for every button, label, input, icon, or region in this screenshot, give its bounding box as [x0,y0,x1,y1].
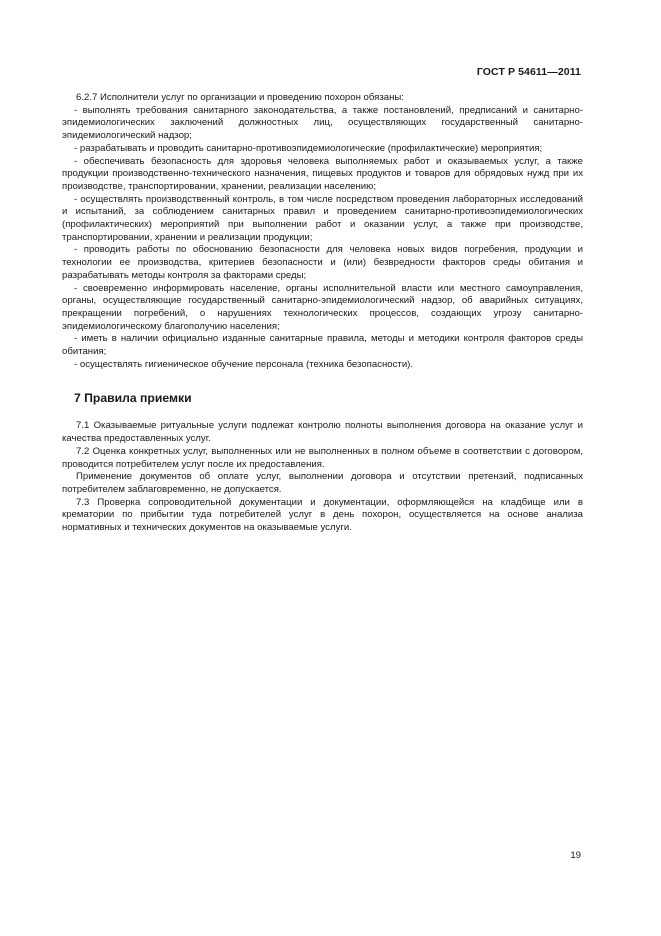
clause-6-2-7-intro: 6.2.7 Исполнители услуг по организации и проведению похорон обязаны: [76,92,404,103]
list-item: - проводить работы по обоснованию безопасности для человека новых видов погребения, продукции и технологии ее производства, критериев безопасности и (или) безвредности факторов среды обитания и разрабатывать методы контроля за факторами среды; [62,244,583,281]
clause-7-2: 7.2 Оценка конкретных услуг, выполненных или не выполненных в полном объеме в соответствии с договором, проводится потребителем услуг после их предоставления. [62,445,583,470]
list-item: - осуществлять гигиеническое обучение персонала (техника безопасности). [74,358,414,370]
clause-7-2-note: Применение документов об оплате услуг, выполнении договора и отсутствии претензий, подписанных потребителем заблаговременно, не допускается. [62,471,583,495]
document-header: ГОСТ Р 54611—2011 [476,66,581,78]
list-item: - своевременно информировать население, органы исполнительной власти или местного самоуправления, органы, осуществляющие государственный санитарно-эпидемиологический надзор, об аварийных ситуациях, прекращении погребений, о нарушениях технологических процессов, создающих угрозу санитарно-эпидемиологическому благополучию населения; [62,282,583,332]
list-item: - осуществлять производственный контроль, в том числе посредством проведения лабораторных исследований и испытаний, за соблюдением санитарных правил и проведением санитарно-противоэпидемиологических (профилактических) мероприятий при выполнении работ и оказании услуг, а также при производстве, транспортировании, хранении и реализации продукции; [62,193,583,243]
list-item: - обеспечивать безопасность для здоровья человека выполняемых работ и оказываемых услуг, а также продукции производственно-технического назначения, пищевых продуктов и товаров для обрядовых нужд при их производстве, транспортировании, хранении, реализации населению; [62,155,583,192]
clause-7-3: 7.3 Проверка сопроводительной документации и документации, оформляющейся на кладбище или в крематории по прибытии туда потребителей услуг в день похорон, осуществляется на основе анализа нормативных и технических документов на оказываемые услуги. [62,496,583,534]
page-number: 19 [570,850,581,861]
list-item: - иметь в наличии официально изданные санитарные правила, методы и методики контроля факторов среды обитания; [62,333,583,358]
list-item: - разрабатывать и проводить санитарно-противоэпидемиологические (профилактические) мероприятия; [74,142,543,154]
section-heading: 7 Правила приемки [74,391,192,406]
clause-7-1: 7.1 Оказываемые ритуальные услуги подлежат контролю полноты выполнения договора на оказание услуг и качества предоставленных услуг. [62,420,583,445]
list-item: - выполнять требования санитарного законодательства, а также постановлений, предписаний и санитарно-эпидемиологических заключений должностных лиц, осуществляющих государственный санитарно-эпидемиологический надзор; [62,104,583,142]
page-body [62,92,583,535]
